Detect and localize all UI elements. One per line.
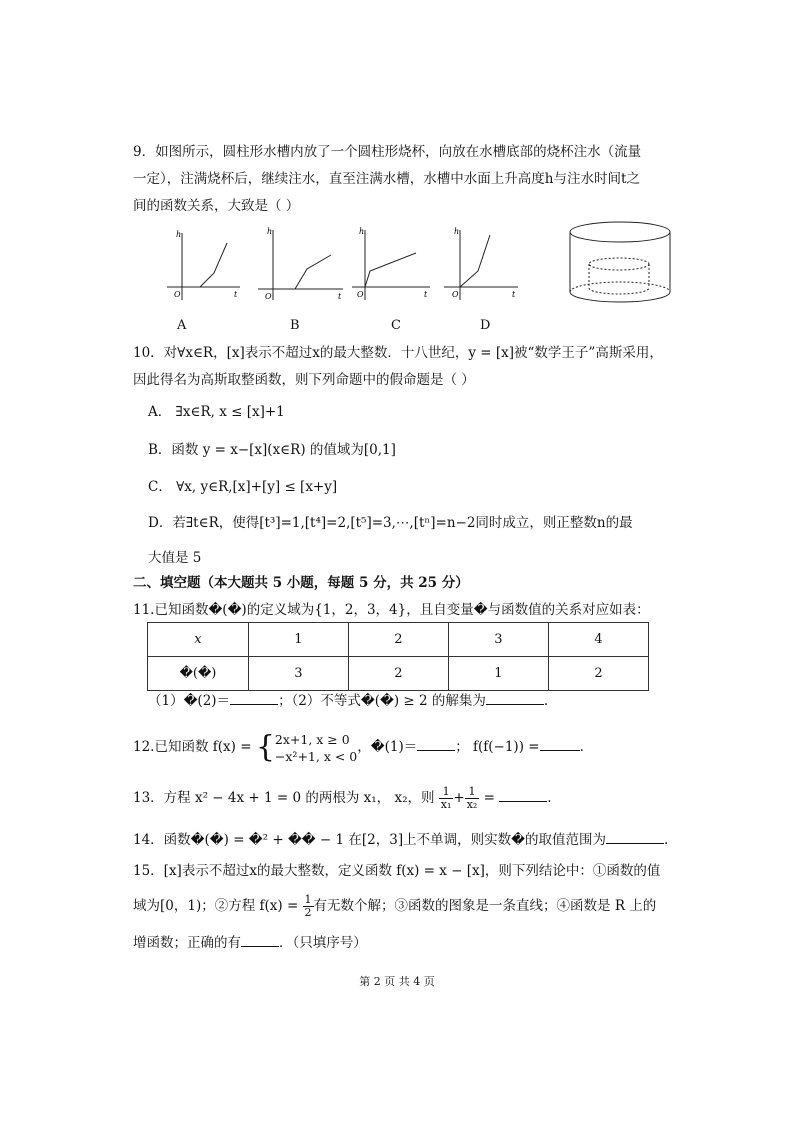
q9-line1: 9．如图所示，圆柱形水槽内放了一个圆柱形烧杯，向放在水槽底部的烧杯注水（流量 <box>133 144 642 160</box>
frac-den: x₂ <box>466 798 478 811</box>
q15-line3 <box>133 934 367 952</box>
table-cell: 1 <box>448 657 548 691</box>
graph-a-label: A <box>177 318 187 333</box>
graph-d-h-label: h <box>454 227 460 236</box>
q14-blank[interactable] <box>606 831 664 844</box>
q11-sub2: ；（2）不等式�(�) ≥ 2 的解集为 <box>278 693 486 709</box>
graph-b-h-label: h <box>267 227 273 236</box>
q12-piecewise <box>275 731 357 765</box>
q13-prefix: 13．方程 x² − 4x + 1 = 0 的两根为 x₁， x₂，则 <box>133 790 435 806</box>
q11-blank-2[interactable] <box>486 692 544 705</box>
graph-d-origin: O <box>452 290 459 299</box>
table-cell: 3 <box>248 657 348 691</box>
page-footer: 第 2 页 共 4 页 <box>359 975 435 988</box>
cylinder-tank-figure <box>565 218 675 310</box>
frac-num: 1 <box>304 893 312 906</box>
graph-c-h-label: h <box>359 227 365 236</box>
table-cell: 2 <box>348 623 448 657</box>
q11-intro: 11.已知函数�(�)的定义域为{1，2，3，4}，且自变量�与函数值的关系对应如表： <box>133 602 650 618</box>
graph-d-label: D <box>480 318 491 333</box>
graph-b-origin: O <box>265 292 272 301</box>
q13-frac-1 <box>439 786 454 811</box>
q12-blank-1[interactable] <box>417 738 455 751</box>
q12-prefix: 12.已知函数 f(x) = <box>133 739 252 755</box>
graph-d <box>440 225 522 305</box>
frac-den: 2 <box>304 906 312 919</box>
graph-a-t-label: t <box>234 290 238 299</box>
table-cell: 4 <box>548 623 648 657</box>
q14-text: 14．函数�(�) = �² + �� − 1 在[2，3]上不单调，则实数�的取值范围为 <box>133 832 606 848</box>
q12-mid: ，�(1)＝ <box>357 739 418 755</box>
q10-option-a: A． ∃x∈R, x ≤ [x]+1 <box>148 404 285 420</box>
section-2-title: 二、填空题（本大题共 5 小题，每题 5 分，共 25 分） <box>133 575 469 591</box>
graph-b <box>253 225 345 305</box>
q15-blank[interactable] <box>241 934 279 947</box>
q11-end: . <box>543 693 549 709</box>
q12-line <box>133 729 584 765</box>
frac-den: x₁ <box>440 798 452 811</box>
q13-line: 13．方程 x² − 4x + 1 = 0 的两根为 x₁， x₂，则 $\frac{1}{\text{x₁}}$ + $\frac{1}{\text{x₂}}$ = . <box>133 785 552 811</box>
q13-end: . <box>547 790 552 806</box>
table-row <box>148 623 649 657</box>
graph-a-h-label: h <box>176 230 182 239</box>
table-cell: 2 <box>348 657 448 691</box>
graph-c-label: C <box>391 318 401 333</box>
q10-option-d-cont: 大值是 5 <box>148 550 202 566</box>
q10-option-c: C． ∀x, y∈R,[x]+[y] ≤ [x+y] <box>148 479 338 495</box>
table-cell: 2 <box>548 657 648 691</box>
q10-line2: 因此得名为高斯取整函数，则下列命题中的假命题是（ ） <box>133 372 475 388</box>
q15-line2 <box>133 891 656 921</box>
graph-a <box>162 225 244 305</box>
q15-half <box>303 894 314 919</box>
frac-num: 1 <box>465 786 480 799</box>
q9-line3: 间的函数关系，大致是（ ） <box>133 198 300 214</box>
q10-line1: 10．对∀x∈R，[x]表示不超过x的最大整数．十八世纪，y = [x]被“数学王子”高斯采用， <box>133 345 663 361</box>
q15-line2b: 有无数个解；③函数的图象是一条直线；④函数是 R 上的 <box>313 898 657 914</box>
q12-case-1: 2x+1, x ≥ 0 <box>274 731 350 747</box>
q12-case-2: −x²+1, x < 0 <box>274 748 358 764</box>
graph-c-origin: O <box>357 290 364 299</box>
frac-num: 1 <box>439 786 454 799</box>
graph-a-origin: O <box>174 290 181 299</box>
q12-blank-2[interactable] <box>540 738 580 751</box>
q15-line3-end: ．（只填序号） <box>279 935 367 951</box>
graph-c-t-label: t <box>424 290 428 299</box>
q11-blank-1[interactable] <box>230 692 278 705</box>
brace-icon: { <box>255 729 275 765</box>
table-cell: 3 <box>448 623 548 657</box>
q14-end: . <box>663 832 669 848</box>
q15-line1: 15．[x]表示不超过x的最大整数，定义函数 f(x) = x − [x]，则下列结论中：①函数的值 <box>133 863 661 879</box>
q15-line3-text: 增函数；正确的有 <box>133 935 241 951</box>
table-cell: x <box>148 623 249 657</box>
table-cell: �(�) <box>148 657 249 691</box>
q12-end: . <box>579 739 584 755</box>
graph-d-t-label: t <box>512 290 516 299</box>
q14-line <box>133 831 668 849</box>
q11-subquestions <box>148 692 548 710</box>
q15-line2a: 域为[0，1)；②方程 f(x) = <box>133 898 299 914</box>
table-cell: 1 <box>248 623 348 657</box>
q11-table <box>147 622 649 691</box>
q9-line2: 一定），注满烧杯后，继续注水，直至注满水槽，水槽中水面上升高度h与注水时间t之 <box>133 171 640 187</box>
q10-option-d: D．若∃t∈R，使得[t³]=1,[t⁴]=2,[t⁵]=3,⋯,[tⁿ]=n−2同时成立，则正整数n的最 <box>148 515 633 531</box>
table-row <box>148 657 649 691</box>
q12-mid2: ； f(f(−1)) = <box>455 739 540 755</box>
q11-sub1: （1）�(2)＝ <box>148 693 231 709</box>
graph-b-t-label: t <box>338 292 342 301</box>
q13-blank[interactable] <box>499 789 547 802</box>
graph-b-label: B <box>290 318 300 333</box>
q10-option-b: B．函数 y = x−[x](x∈R) 的值域为[0,1] <box>148 442 396 458</box>
q13-frac-2 <box>465 786 480 811</box>
graph-c <box>350 225 432 305</box>
